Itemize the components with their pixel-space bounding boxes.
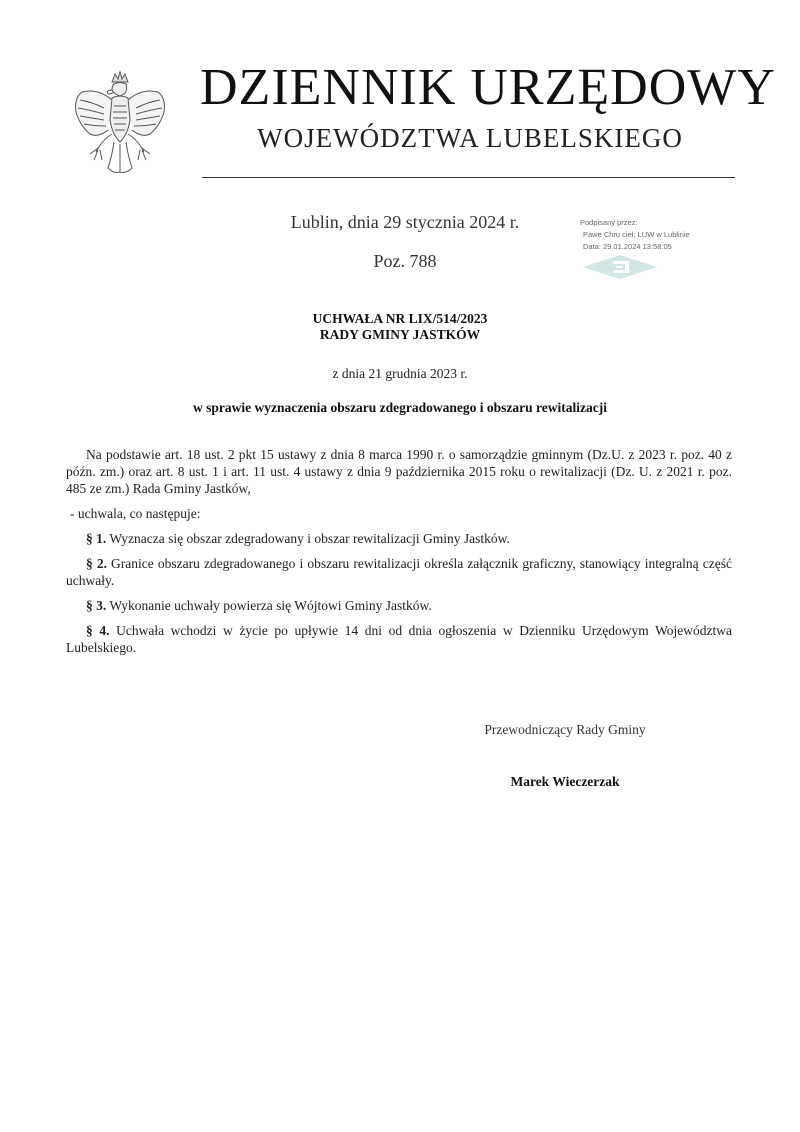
signature-date: Data: 29.01.2024 13:58:05 (583, 242, 672, 251)
paragraph-text: Wykonanie uchwały powierza się Wójtowi Gminy Jastków. (106, 598, 432, 613)
paragraph-number: § 3. (86, 598, 107, 613)
resolution-issuer: RADY GMINY JASTKÓW (319, 327, 481, 342)
journal-subtitle: WOJEWÓDZTWA LUBELSKIEGO (257, 123, 683, 153)
paragraph-number: § 4. (86, 623, 110, 638)
paragraph-4 (66, 622, 732, 656)
resolution-body (66, 446, 732, 664)
resolution-title (150, 311, 650, 343)
paragraph-text: Granice obszaru zdegradowanego i obszaru rewitalizacji określa załącznik graficzny, stanowiący integralną część uchwały. (66, 556, 732, 588)
preamble: Na podstawie art. 18 ust. 2 pkt 15 ustawy z dnia 8 marca 1990 r. o samorządzie gminnym (Dz.U. z 2023 r. poz. 40 z późn. zm.) oraz art. 8 ust. 1 i art. 11 ust. 4 ustawy z dnia 9 października 2015 roku o rewitalizacji (Dz. U. z 2021 r. poz. 485 ze zm.) Rada Gminy Jastków, (66, 447, 732, 496)
signatory-name: Marek Wieczerzak (510, 774, 620, 789)
resolution-date: z dnia 21 grudnia 2023 r. (332, 366, 468, 381)
paragraph-1 (66, 530, 732, 547)
paragraph-number: § 2. (86, 556, 107, 571)
signatory-title: Przewodniczący Rady Gminy (484, 722, 646, 737)
publication-position: Poz. 788 (373, 251, 437, 271)
resolves-clause: - uchwala, co następuje: (70, 506, 201, 521)
signature-label: Podpisany przez: (580, 218, 638, 227)
paragraph-2 (66, 555, 732, 589)
paragraph-3 (66, 597, 732, 614)
paragraph-text: Wyznacza się obszar zdegradowany i obszar rewitalizacji Gminy Jastków. (106, 531, 510, 546)
journal-title: DZIENNIK URZĘDOWY (200, 59, 776, 116)
signature-signer: Pawe Chru ciel; LUW w Lublinie (583, 230, 690, 239)
electronic-signature-stamp (580, 217, 740, 253)
publication-date: Lublin, dnia 29 stycznia 2024 r. (290, 212, 520, 232)
resolution-number: UCHWAŁA NR LIX/514/2023 (312, 311, 488, 326)
polish-eagle-emblem-icon (68, 68, 172, 182)
header-divider (202, 177, 735, 178)
resolution-subject: w sprawie wyznaczenia obszaru zdegradowanego i obszaru rewitalizacji (192, 400, 608, 415)
signature-diamond-logo-icon (583, 255, 657, 279)
paragraph-number: § 1. (86, 531, 107, 546)
paragraph-text: Uchwała wchodzi w życie po upływie 14 dni od dnia ogłoszenia w Dzienniku Urzędowym Województwa Lubelskiego. (66, 623, 733, 655)
